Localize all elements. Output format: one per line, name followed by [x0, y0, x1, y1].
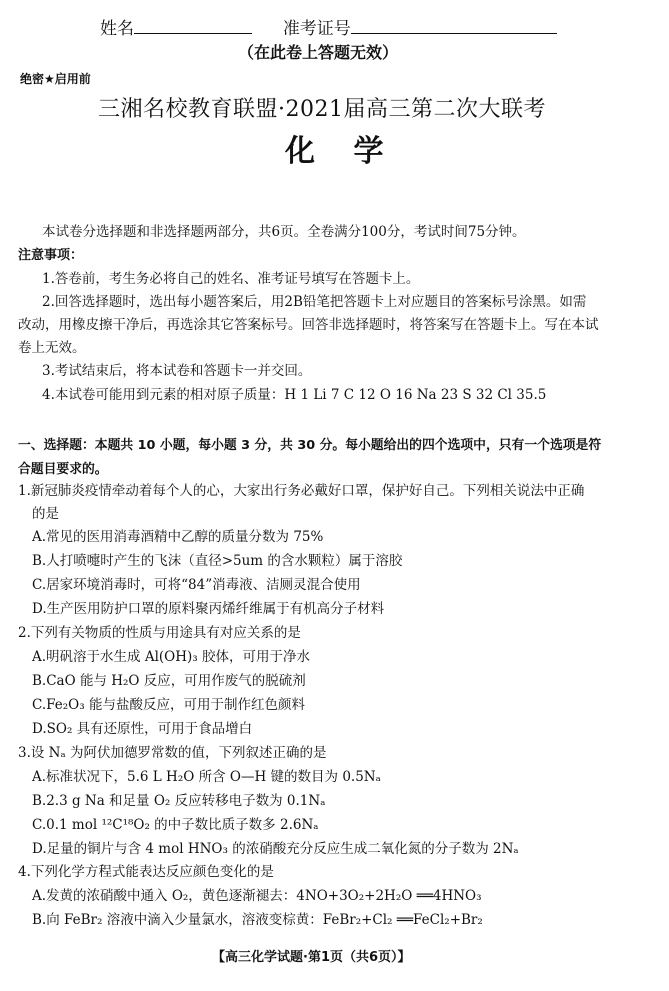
option: B.人打喷嚏时产生的飞沫（直径>5um 的含水颗粒）属于溶胶 [32, 553, 403, 569]
option: C.Fe₂O₃ 能与盐酸反应，可用于制作红色颜料 [32, 697, 305, 713]
notice-title: 注意事项： [18, 248, 84, 263]
question-stem: 4.下列化学方程式能表达反应颜色变化的是 [18, 864, 274, 880]
option: A.发黄的浓硝酸中通入 O₂，黄色逐渐褪去：4NO+3O₂+2H₂O ══4HNO₃ [32, 888, 482, 904]
notice-item: 3.考试结束后，将本试卷和答题卡一并交回。 [42, 363, 312, 379]
option: C.居家环境消毒时，可将“84”消毒液、洁厕灵混合使用 [32, 577, 361, 593]
question-stem: 1.新冠肺炎疫情牵动着每个人的心，大家出行务必戴好口罩，保护好自己。下列相关说法中正确 [18, 483, 585, 499]
option: A.标准状况下，5.6 L H₂O 所含 O—H 键的数目为 0.5Nₐ [32, 769, 381, 785]
option: D.生产医用防护口罩的原料聚丙烯纤维属于有机高分子材料 [32, 601, 385, 617]
question-stem: 2.下列有关物质的性质与用途具有对应关系的是 [18, 625, 301, 641]
section-heading-cont: 合题目要求的。 [18, 462, 108, 477]
intro-text: 本试卷分选择题和非选择题两部分，共6页。全卷满分100分，考试时间75分钟。 [42, 224, 526, 240]
secret-label: 绝密★启用前 [20, 72, 91, 86]
notice-item: 2.回答选择题时，选出每小题答案后，用2B铅笔把答题卡上对应题目的答案标号涂黑。如需 [42, 294, 587, 310]
question-stem-cont: 的是 [32, 506, 59, 522]
notice-item: 改动，用橡皮擦干净后，再选涂其它答案标号。回答非选择题时，将答案写在答题卡上。写在本试 [18, 317, 599, 333]
notice-item: 1.答卷前，考生务必将自己的姓名、准考证号填写在答题卡上。 [42, 271, 420, 287]
subject-title: 化 学 [285, 134, 398, 169]
option: D.足量的铜片与含 4 mol HNO₃ 的浓硝酸充分反应生成二氧化氮的分子数为 2Nₐ [32, 841, 519, 857]
question-stem: 3.设 Nₐ 为阿伏加德罗常数的值，下列叙述正确的是 [18, 745, 327, 761]
option: B.CaO 能与 H₂O 反应，可用作废气的脱硫剂 [32, 673, 306, 689]
id-blank [351, 17, 557, 34]
notice-item: 4.本试卷可能用到元素的相对原子质量：H 1 Li 7 C 12 O 16 Na 23 S 32 Cl 35.5 [42, 387, 547, 403]
name-blank [134, 17, 252, 34]
exam-title: 三湘名校教育联盟·2021届高三第二次大联考 [98, 97, 546, 122]
option: B.向 FeBr₂ 溶液中滴入少量氯水，溶液变棕黄：FeBr₂+Cl₂ ══FeCl₂+Br₂ [32, 912, 483, 928]
id-label: 准考证号 [282, 19, 351, 39]
section-heading: 一、选择题：本题共 10 小题，每小题 3 分，共 30 分。每小题给出的四个选项中，只有一个选项是符 [18, 438, 602, 453]
option: A.明矾溶于水生成 Al(OH)₃ 胶体，可用于净水 [32, 649, 310, 665]
option: C.0.1 mol ¹²C¹⁸O₂ 的中子数比质子数多 2.6Nₐ [32, 817, 319, 833]
option: D.SO₂ 具有还原性，可用于食品增白 [32, 721, 253, 737]
page-footer: 【高三化学试题·第1页（共6页）】 [212, 950, 411, 965]
invalid-note: （在此卷上答题无效） [238, 43, 399, 62]
name-label: 姓名 [100, 19, 134, 39]
option: B.2.3 g Na 和足量 O₂ 反应转移电子数为 0.1Nₐ [32, 793, 326, 809]
name-id-row [100, 14, 557, 39]
notice-item: 卷上无效。 [18, 340, 86, 356]
option: A.常见的医用消毒酒精中乙醇的质量分数为 75% [32, 529, 324, 545]
